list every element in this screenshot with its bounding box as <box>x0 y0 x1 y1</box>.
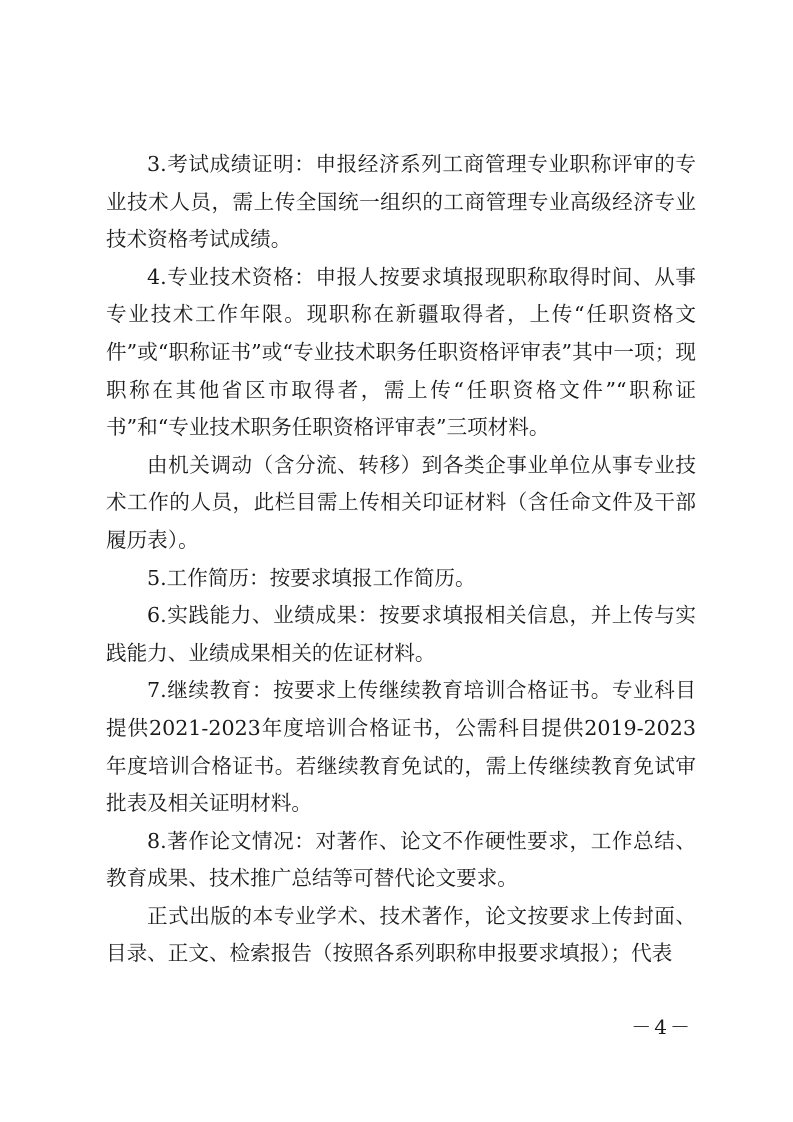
page-number: －4－ <box>631 1015 693 1039</box>
paragraph-agency-transfer: 由机关调动（含分流、转移）到各类企事业单位从事专业技术工作的人员，此栏目需上传相关印证材料（含任命文件及干部履历表）。 <box>106 452 696 552</box>
paragraph-publications: 8.著作论文情况：对著作、论文不作硬性要求，工作总结、教育成果、技术推广总结等可替代论文要求。 <box>106 828 696 891</box>
paragraph-published-works: 正式出版的本专业学术、技术著作，论文按要求上传封面、目录、正文、检索报告（按照各系列职称申报要求填报）；代表 <box>106 903 696 966</box>
paragraph-exam-score-proof: 3.考试成绩证明：申报经济系列工商管理专业职称评审的专业技术人员，需上传全国统一组织的工商管理专业高级经济专业技术资格考试成绩。 <box>106 152 696 252</box>
paragraph-continuing-education: 7.继续教育：按要求上传继续教育培训合格证书。专业科目提供2021-2023年度培训合格证书，公需科目提供2019-2023年度培训合格证书。若继续教育免试的，需上传继续教育免试审批表及相关证明材料。 <box>106 678 696 816</box>
paragraph-work-resume: 5.工作简历：按要求填报工作简历。 <box>147 565 476 590</box>
paragraph-professional-qualification: 4.专业技术资格：申报人按要求填报现职称取得时间、从事专业技术工作年限。现职称在新疆取得者，上传“任职资格文件”或“职称证书”或“专业技术职务任职资格评审表”其中一项；现职称在其他省区市取得者，需上传“任职资格文件”“职称证书”和“专业技术职务任职资格评审表”三项材料。 <box>106 264 696 440</box>
document-body <box>106 146 696 973</box>
paragraph-practice-achievements: 6.实践能力、业绩成果：按要求填报相关信息，并上传与实践能力、业绩成果相关的佐证材料。 <box>106 603 696 665</box>
